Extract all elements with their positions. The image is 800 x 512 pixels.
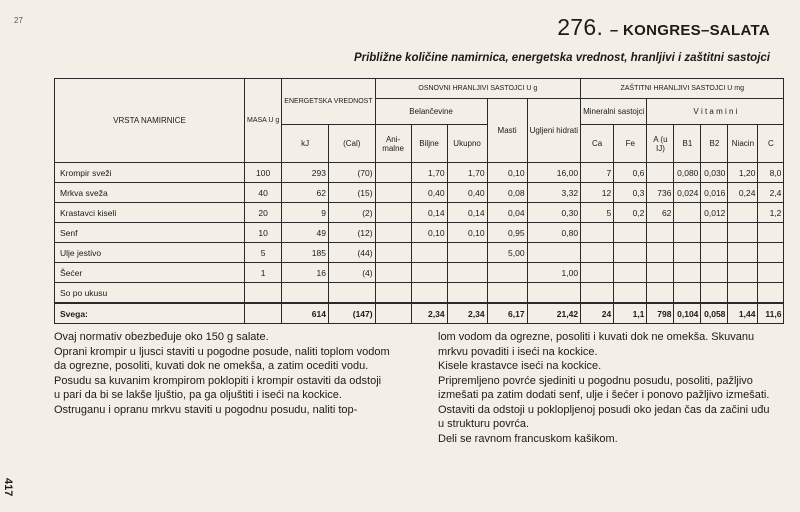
cell-a: 62 xyxy=(647,203,674,223)
cell-kj: 9 xyxy=(282,203,329,223)
cell-masti: 6,17 xyxy=(487,303,527,324)
cell-masa xyxy=(245,283,282,304)
header-ukupno: Ukupno xyxy=(447,125,487,163)
cell-ca: 7 xyxy=(581,163,614,183)
cell-uk: 0,40 xyxy=(447,183,487,203)
cell-masa: 5 xyxy=(245,243,282,263)
cell-uk: 2,34 xyxy=(447,303,487,324)
cell-name: Krastavci kiseli xyxy=(55,203,245,223)
cell-a: 798 xyxy=(647,303,674,324)
cell-ugl: 1,00 xyxy=(527,263,580,283)
cell-masti: 0,95 xyxy=(487,223,527,243)
table-row xyxy=(55,183,784,203)
paragraph: Posudu sa kuvanim krompirom poklopiti i krompir ostaviti da odstoji u pari da bi se lakše ljuštio, pa ga oljuštiti i iseći na kockice. xyxy=(54,374,382,401)
header-b1: B1 xyxy=(674,125,701,163)
cell-b1 xyxy=(674,283,701,304)
cell-masti: 5,00 xyxy=(487,243,527,263)
cell-kj: 62 xyxy=(282,183,329,203)
cell-a xyxy=(647,283,674,304)
cell-c xyxy=(758,223,784,243)
cell-bilj: 2,34 xyxy=(411,303,447,324)
cell-ani xyxy=(375,203,411,223)
cell-b1 xyxy=(674,223,701,243)
table-caption: Približne količine namirnica, energetska vrednost, hranljivi i zaštitni sastojci xyxy=(353,52,770,64)
preparation-text xyxy=(54,330,774,446)
cell-fe: 0,2 xyxy=(614,203,647,223)
table-row xyxy=(55,163,784,183)
cell-ugl xyxy=(527,283,580,304)
cell-cal: (2) xyxy=(328,203,375,223)
header-niacin: Niacin xyxy=(728,125,758,163)
cell-name: Senf xyxy=(55,223,245,243)
cell-ca xyxy=(581,283,614,304)
cell-masa: 1 xyxy=(245,263,282,283)
cell-fe: 1,1 xyxy=(614,303,647,324)
cell-b1 xyxy=(674,243,701,263)
cell-kj: 16 xyxy=(282,263,329,283)
cell-ca: 12 xyxy=(581,183,614,203)
cell-ni xyxy=(728,203,758,223)
cell-b1: 0,104 xyxy=(674,303,701,324)
cell-masti: 0,08 xyxy=(487,183,527,203)
cell-cal: (12) xyxy=(328,223,375,243)
cell-uk xyxy=(447,243,487,263)
cell-masti: 0,04 xyxy=(487,203,527,223)
cell-bilj: 0,14 xyxy=(411,203,447,223)
header-belancevine: Belančevine xyxy=(375,99,487,125)
cell-b2: 0,012 xyxy=(701,203,728,223)
cell-ugl: 3,32 xyxy=(527,183,580,203)
cell-b2: 0,058 xyxy=(701,303,728,324)
cell-fe xyxy=(614,263,647,283)
paragraph: Pripremljeno povrće sjediniti u pogodnu posudu, posoliti, pažljivo izmešati pa zatim dodati senf, ulje i šećer i ponovo pažljivo izmešati. Ostaviti da odstoji u poklopljenoj posudi oko jedan čas da začini uđu u strukturu povrća. xyxy=(438,374,770,430)
cell-ni xyxy=(728,223,758,243)
cell-bilj xyxy=(411,263,447,283)
cell-name: Mrkva sveža xyxy=(55,183,245,203)
cell-a xyxy=(647,163,674,183)
cell-cal: (70) xyxy=(328,163,375,183)
cell-kj: 185 xyxy=(282,243,329,263)
header-a: A (u IJ) xyxy=(647,125,674,163)
header-vrsta: VRSTA NAMIRNICE xyxy=(55,79,245,163)
cell-name: Šećer xyxy=(55,263,245,283)
header-kj: kJ xyxy=(282,125,329,163)
header-energ: ENERGETSKA VREDNOST xyxy=(282,79,375,125)
cell-ani xyxy=(375,183,411,203)
header-biljne: Biljne xyxy=(411,125,447,163)
paragraph: lom vodom da ogrezne, posoliti i kuvati dok ne omekša. Skuvanu mrkvu povaditi i iseći na kockice. xyxy=(438,331,755,358)
recipe-number: 276. xyxy=(557,14,604,40)
paragraph: Deli se ravnom francuskom kašikom. xyxy=(438,432,618,445)
recipe-title xyxy=(557,14,770,41)
cell-ni: 1,20 xyxy=(728,163,758,183)
cell-ca xyxy=(581,223,614,243)
cell-a xyxy=(647,263,674,283)
cell-fe: 0,6 xyxy=(614,163,647,183)
cell-masa: 40 xyxy=(245,183,282,203)
cell-bilj xyxy=(411,283,447,304)
header-ugljeni: Ugljeni hidrati xyxy=(527,99,580,163)
cell-b1 xyxy=(674,263,701,283)
header-masa: MASA U g xyxy=(245,79,282,163)
cell-masti xyxy=(487,263,527,283)
cell-name: Ulje jestivo xyxy=(55,243,245,263)
header-c: C xyxy=(758,125,784,163)
cell-a xyxy=(647,223,674,243)
header-osnovni: OSNOVNI HRANLJIVI SASTOJCI U g xyxy=(375,79,580,99)
cell-b1 xyxy=(674,203,701,223)
paragraph: Kisele krastavce iseći na kockice. xyxy=(438,360,602,372)
cell-fe xyxy=(614,283,647,304)
cell-ca: 24 xyxy=(581,303,614,324)
cell-b2 xyxy=(701,223,728,243)
cell-ani xyxy=(375,283,411,304)
cell-c: 8,0 xyxy=(758,163,784,183)
header-mineralni: Mineralni sastojci xyxy=(581,99,647,125)
cell-bilj xyxy=(411,243,447,263)
cell-masti: 0,10 xyxy=(487,163,527,183)
cell-cal xyxy=(328,283,375,304)
cell-name: Svega: xyxy=(55,303,245,324)
paragraph: Oprani krompir u ljusci staviti u pogodne posude, naliti toplom vodom da ogrezne, posoliti, kuvati dok ne omekša, a zatim oceditі vodu. xyxy=(54,345,390,372)
header-b2: B2 xyxy=(701,125,728,163)
cell-ni xyxy=(728,283,758,304)
cell-ugl: 16,00 xyxy=(527,163,580,183)
header-masti: Masti xyxy=(487,99,527,163)
cell-b2 xyxy=(701,263,728,283)
recipe-name: – KONGRES–SALATA xyxy=(609,22,770,39)
cell-name: So po ukusu xyxy=(55,283,245,304)
text-column-left xyxy=(54,330,390,446)
cell-c xyxy=(758,263,784,283)
header-ca: Ca xyxy=(581,125,614,163)
cell-ca: 5 xyxy=(581,203,614,223)
cell-fe: 0,3 xyxy=(614,183,647,203)
cell-a xyxy=(647,243,674,263)
cell-kj: 49 xyxy=(282,223,329,243)
total-row xyxy=(55,303,784,324)
nutrition-table xyxy=(54,78,784,324)
header-fe: Fe xyxy=(614,125,647,163)
header-zastitni: ZAŠTITNI HRANLJIVI SASTOJCI U mg xyxy=(581,79,784,99)
cell-name: Krompir sveži xyxy=(55,163,245,183)
cell-kj: 293 xyxy=(282,163,329,183)
corner-mark: 27 xyxy=(14,16,23,25)
paragraph: Ostruganu i opranu mrkvu staviti u pogodnu posudu, naliti top- xyxy=(54,403,358,416)
cell-kj xyxy=(282,283,329,304)
cell-kj: 614 xyxy=(282,303,329,324)
cell-uk: 0,14 xyxy=(447,203,487,223)
cell-ugl: 21,42 xyxy=(527,303,580,324)
cell-c: 11,6 xyxy=(758,303,784,324)
header-animalne: Ani- malne xyxy=(375,125,411,163)
cell-ni: 1,44 xyxy=(728,303,758,324)
cell-masa: 10 xyxy=(245,223,282,243)
cell-bilj: 1,70 xyxy=(411,163,447,183)
cell-b1: 0,024 xyxy=(674,183,701,203)
cell-c xyxy=(758,283,784,304)
cell-b2 xyxy=(701,243,728,263)
cell-fe xyxy=(614,223,647,243)
table-row xyxy=(55,283,784,304)
cell-c: 2,4 xyxy=(758,183,784,203)
cell-ni: 0,24 xyxy=(728,183,758,203)
cell-masa: 100 xyxy=(245,163,282,183)
cell-ani xyxy=(375,303,411,324)
cell-cal: (4) xyxy=(328,263,375,283)
cell-ani xyxy=(375,223,411,243)
cell-masti xyxy=(487,283,527,304)
cell-b2: 0,016 xyxy=(701,183,728,203)
header-vitamini: V i t a m i n i xyxy=(647,99,784,125)
cell-cal: (44) xyxy=(328,243,375,263)
cell-ani xyxy=(375,243,411,263)
cell-b2: 0,030 xyxy=(701,163,728,183)
cell-ugl: 0,80 xyxy=(527,223,580,243)
cell-b2 xyxy=(701,283,728,304)
cell-ani xyxy=(375,263,411,283)
cell-b1: 0,080 xyxy=(674,163,701,183)
cell-c: 1,2 xyxy=(758,203,784,223)
cell-ugl: 0,30 xyxy=(527,203,580,223)
cell-cal: (147) xyxy=(328,303,375,324)
cell-uk: 0,10 xyxy=(447,223,487,243)
cell-fe xyxy=(614,243,647,263)
cell-ugl xyxy=(527,243,580,263)
header-cal: (Cal) xyxy=(328,125,375,163)
table-row xyxy=(55,263,784,283)
cell-ni xyxy=(728,263,758,283)
cell-a: 736 xyxy=(647,183,674,203)
cell-ca xyxy=(581,263,614,283)
cell-uk: 1,70 xyxy=(447,163,487,183)
paragraph: Ovaj normativ obezbeđuje oko 150 g salate. xyxy=(54,331,269,343)
cell-ca xyxy=(581,243,614,263)
cell-uk xyxy=(447,263,487,283)
table-row xyxy=(55,223,784,243)
cell-cal: (15) xyxy=(328,183,375,203)
table-row xyxy=(55,203,784,223)
cell-masa: 20 xyxy=(245,203,282,223)
cell-uk xyxy=(447,283,487,304)
cell-bilj: 0,10 xyxy=(411,223,447,243)
page-number: 417 xyxy=(2,478,14,497)
cell-ani xyxy=(375,163,411,183)
cell-c xyxy=(758,243,784,263)
cell-masa xyxy=(245,303,282,324)
cell-ni xyxy=(728,243,758,263)
cell-bilj: 0,40 xyxy=(411,183,447,203)
text-column-right xyxy=(438,330,774,446)
table-row xyxy=(55,243,784,263)
